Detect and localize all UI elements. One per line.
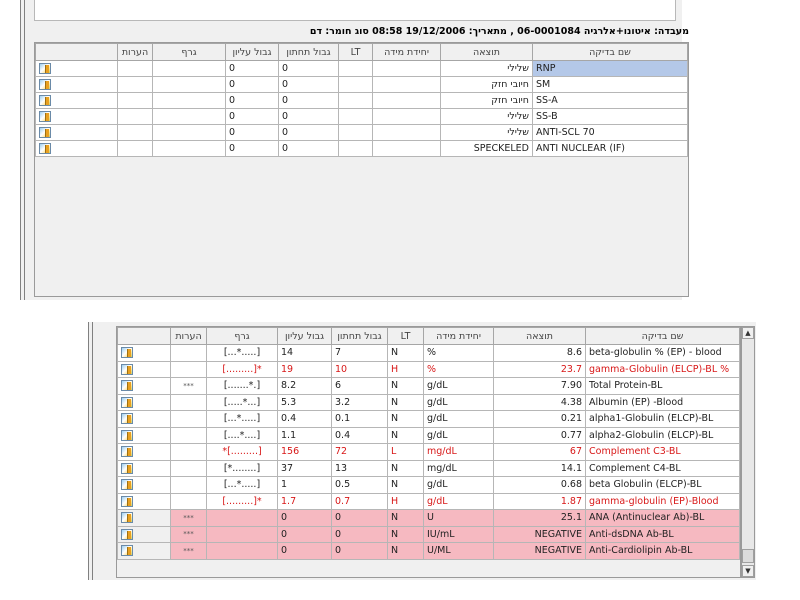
cell-notes[interactable] xyxy=(171,411,207,428)
cell-graph[interactable] xyxy=(153,93,226,109)
cell-notes[interactable] xyxy=(118,61,153,77)
col-header-graph[interactable]: גרף xyxy=(153,44,226,61)
cell-graph[interactable]: [.........]* xyxy=(207,493,278,510)
cell-graph[interactable]: [.......*.] xyxy=(207,378,278,395)
cell-graph[interactable] xyxy=(153,141,226,157)
cell-upper[interactable]: 1 xyxy=(278,477,332,494)
col-header-lt[interactable]: LT xyxy=(339,44,373,61)
scroll-down-button[interactable]: ▼ xyxy=(742,565,754,577)
document-book-icon[interactable] xyxy=(121,397,133,408)
cell-unit[interactable]: U/ML xyxy=(424,543,494,560)
cell-unit[interactable]: % xyxy=(424,361,494,378)
document-book-icon[interactable] xyxy=(121,364,133,375)
col-header-lower[interactable]: גבול תחתון xyxy=(279,44,339,61)
table-row[interactable] xyxy=(118,510,740,527)
cell-result[interactable]: 14.1 xyxy=(494,460,586,477)
panel-border-left-inner xyxy=(92,322,93,580)
table-row[interactable] xyxy=(118,477,740,494)
row-icon-cell[interactable] xyxy=(118,510,171,527)
cell-unit[interactable]: U xyxy=(424,510,494,527)
cell-test-name[interactable]: Complement C4-BL xyxy=(586,460,740,477)
cell-test-name[interactable]: Anti-dsDNA Ab-BL xyxy=(586,526,740,543)
document-book-icon[interactable] xyxy=(121,413,133,424)
col-header-unit[interactable]: יחידת מידה xyxy=(424,328,494,345)
cell-lt[interactable]: N xyxy=(388,543,424,560)
table-row[interactable] xyxy=(118,361,740,378)
cell-unit[interactable] xyxy=(373,77,441,93)
cell-result[interactable]: חיובי חזק xyxy=(441,93,533,109)
table-row[interactable] xyxy=(118,345,740,362)
top-text-field[interactable] xyxy=(34,0,676,21)
table-row[interactable] xyxy=(36,61,688,77)
cell-test-name[interactable]: Complement C3-BL xyxy=(586,444,740,461)
cell-upper[interactable]: 1.1 xyxy=(278,427,332,444)
cell-lower[interactable]: 0.7 xyxy=(332,493,388,510)
results-grid-1 xyxy=(34,42,689,297)
cell-test-name[interactable]: beta Globulin (ELCP)-BL xyxy=(586,477,740,494)
row-icon-cell[interactable] xyxy=(118,345,171,362)
panel-border-left xyxy=(20,0,21,300)
cell-upper[interactable]: 0 xyxy=(226,61,279,77)
row-icon-cell[interactable] xyxy=(36,93,118,109)
cell-notes[interactable] xyxy=(171,427,207,444)
row-icon-cell[interactable] xyxy=(118,394,171,411)
cell-result[interactable]: 1.87 xyxy=(494,493,586,510)
cell-unit[interactable]: g/dL xyxy=(424,378,494,395)
cell-unit[interactable]: mg/dL xyxy=(424,460,494,477)
cell-unit[interactable]: % xyxy=(424,345,494,362)
cell-test-name[interactable]: ANA (Antinuclear Ab)-BL xyxy=(586,510,740,527)
cell-upper[interactable]: 0 xyxy=(226,141,279,157)
document-book-icon[interactable] xyxy=(121,496,133,507)
cell-lower[interactable]: 0.5 xyxy=(332,477,388,494)
row-icon-cell[interactable] xyxy=(118,460,171,477)
cell-upper[interactable]: 0 xyxy=(226,109,279,125)
table-row[interactable] xyxy=(36,109,688,125)
cell-graph[interactable]: [.....*...] xyxy=(207,394,278,411)
document-book-icon[interactable] xyxy=(39,127,51,138)
cell-lt[interactable]: N xyxy=(388,394,424,411)
cell-upper[interactable]: 14 xyxy=(278,345,332,362)
cell-graph[interactable]: [...*.....] xyxy=(207,477,278,494)
cell-upper[interactable]: 8.2 xyxy=(278,378,332,395)
cell-lt[interactable]: N xyxy=(388,378,424,395)
cell-test-name[interactable]: Total Protein-BL xyxy=(586,378,740,395)
table-row[interactable] xyxy=(36,93,688,109)
document-book-icon[interactable] xyxy=(121,479,133,490)
cell-graph[interactable] xyxy=(207,510,278,527)
col-header-upper[interactable]: גבול עליון xyxy=(226,44,279,61)
col-header-lt[interactable]: LT xyxy=(388,328,424,345)
cell-graph[interactable]: [....*....] xyxy=(207,427,278,444)
cell-test-name[interactable]: RNP xyxy=(533,61,688,77)
document-book-icon[interactable] xyxy=(121,347,133,358)
header-row xyxy=(36,44,688,61)
row-icon-cell[interactable] xyxy=(36,141,118,157)
cell-notes[interactable] xyxy=(171,361,207,378)
header-row xyxy=(118,328,740,345)
cell-lt[interactable] xyxy=(339,61,373,77)
cell-test-name[interactable]: SS-A xyxy=(533,93,688,109)
document-book-icon[interactable] xyxy=(121,463,133,474)
cell-graph[interactable] xyxy=(207,543,278,560)
row-icon-cell[interactable] xyxy=(118,411,171,428)
cell-notes[interactable]: *** xyxy=(171,378,207,395)
row-icon-cell[interactable] xyxy=(118,477,171,494)
cell-lower[interactable]: 0 xyxy=(279,77,339,93)
document-book-icon[interactable] xyxy=(121,545,133,556)
cell-test-name[interactable]: SS-B xyxy=(533,109,688,125)
cell-lt[interactable]: N xyxy=(388,477,424,494)
cell-lower[interactable]: 0 xyxy=(279,125,339,141)
col-header-unit[interactable]: יחידת מידה xyxy=(373,44,441,61)
cell-upper[interactable]: 156 xyxy=(278,444,332,461)
cell-notes[interactable] xyxy=(171,493,207,510)
col-header-lower[interactable]: גבול תחתון xyxy=(332,328,388,345)
cell-test-name[interactable]: beta-globulin % (EP) - blood xyxy=(586,345,740,362)
row-icon-cell[interactable] xyxy=(118,361,171,378)
cell-test-name[interactable]: gamma-Globulin (ELCP)-BL % xyxy=(586,361,740,378)
cell-lower[interactable]: 0 xyxy=(279,141,339,157)
document-book-icon[interactable] xyxy=(121,380,133,391)
row-icon-cell[interactable] xyxy=(36,77,118,93)
cell-lower[interactable]: 0 xyxy=(279,93,339,109)
cell-test-name[interactable]: ANTI-SCL 70 xyxy=(533,125,688,141)
row-icon-cell[interactable] xyxy=(36,125,118,141)
cell-unit[interactable]: g/dL xyxy=(424,411,494,428)
cell-notes[interactable] xyxy=(118,125,153,141)
col-header-upper[interactable]: גבול עליון xyxy=(278,328,332,345)
cell-graph[interactable] xyxy=(153,77,226,93)
cell-result[interactable]: שלילי xyxy=(441,61,533,77)
cell-graph[interactable]: *[.........] xyxy=(207,444,278,461)
cell-test-name[interactable]: gamma-globulin (EP)-Blood xyxy=(586,493,740,510)
cell-unit[interactable] xyxy=(373,141,441,157)
cell-lt[interactable] xyxy=(339,125,373,141)
cell-lt[interactable] xyxy=(339,141,373,157)
col-header-test-name[interactable]: שם בדיקה xyxy=(586,328,740,345)
cell-upper[interactable]: 1.7 xyxy=(278,493,332,510)
cell-unit[interactable]: g/dL xyxy=(424,477,494,494)
cell-test-name[interactable]: alpha2-Globulin (ELCP)-BL xyxy=(586,427,740,444)
row-icon-cell[interactable] xyxy=(118,444,171,461)
col-header-result[interactable]: תוצאה xyxy=(441,44,533,61)
cell-lt[interactable]: N xyxy=(388,427,424,444)
table-row[interactable] xyxy=(36,77,688,93)
cell-graph[interactable] xyxy=(153,61,226,77)
cell-notes[interactable] xyxy=(171,394,207,411)
row-icon-cell[interactable] xyxy=(118,493,171,510)
cell-notes[interactable] xyxy=(118,93,153,109)
panel-border-left xyxy=(88,322,89,580)
table-row[interactable] xyxy=(36,141,688,157)
cell-test-name[interactable]: ANTI NUCLEAR (IF) xyxy=(533,141,688,157)
cell-lower[interactable]: 0.4 xyxy=(332,427,388,444)
cell-upper[interactable]: 19 xyxy=(278,361,332,378)
cell-notes[interactable] xyxy=(118,77,153,93)
cell-notes[interactable] xyxy=(171,345,207,362)
cell-result[interactable]: 8.6 xyxy=(494,345,586,362)
results-grid-2 xyxy=(116,326,741,578)
table-row[interactable] xyxy=(118,394,740,411)
cell-test-name[interactable]: alpha1-Globulin (ELCP)-BL xyxy=(586,411,740,428)
col-header-result[interactable]: תוצאה xyxy=(494,328,586,345)
cell-lt[interactable]: N xyxy=(388,345,424,362)
cell-unit[interactable]: g/dL xyxy=(424,427,494,444)
cell-lower[interactable]: 72 xyxy=(332,444,388,461)
table-row[interactable] xyxy=(118,493,740,510)
cell-upper[interactable]: 0 xyxy=(226,77,279,93)
cell-unit[interactable]: g/dL xyxy=(424,394,494,411)
col-header-test-name[interactable]: שם בדיקה xyxy=(533,44,688,61)
document-book-icon[interactable] xyxy=(39,79,51,90)
cell-result[interactable]: חיובי חזק xyxy=(441,77,533,93)
cell-test-name[interactable]: Anti-Cardiolipin Ab-BL xyxy=(586,543,740,560)
cell-lt[interactable]: N xyxy=(388,411,424,428)
row-icon-cell[interactable] xyxy=(118,378,171,395)
cell-lower[interactable]: 0 xyxy=(279,61,339,77)
lab-header: מעבדה: איטונו+אלרגיה 06-0001084 , מתאריך: 19/12/2006 08:58 סוג חומר: דם xyxy=(309,26,689,37)
document-book-icon[interactable] xyxy=(121,430,133,441)
cell-lt[interactable]: H xyxy=(388,361,424,378)
cell-result[interactable]: 0.21 xyxy=(494,411,586,428)
cell-graph[interactable] xyxy=(207,526,278,543)
cell-lower[interactable]: 0 xyxy=(279,109,339,125)
cell-upper[interactable]: 0 xyxy=(226,125,279,141)
cell-lt[interactable]: L xyxy=(388,444,424,461)
cell-graph[interactable]: [.........]* xyxy=(207,361,278,378)
cell-notes[interactable] xyxy=(118,109,153,125)
cell-result[interactable]: 0.77 xyxy=(494,427,586,444)
cell-graph[interactable]: [...*.....] xyxy=(207,411,278,428)
lab-results-panel-2 xyxy=(88,322,756,580)
cell-lt[interactable] xyxy=(339,77,373,93)
cell-lower[interactable]: 6 xyxy=(332,378,388,395)
cell-graph[interactable] xyxy=(153,125,226,141)
document-book-icon[interactable] xyxy=(121,446,133,457)
cell-result[interactable]: NEGATIVE xyxy=(494,543,586,560)
cell-unit[interactable] xyxy=(373,109,441,125)
table-row[interactable] xyxy=(118,460,740,477)
scroll-up-button[interactable]: ▲ xyxy=(742,327,754,339)
table-row[interactable] xyxy=(118,427,740,444)
cell-unit[interactable]: mg/dL xyxy=(424,444,494,461)
row-icon-cell[interactable] xyxy=(118,543,171,560)
col-header-graph[interactable]: גרף xyxy=(207,328,278,345)
cell-lt[interactable] xyxy=(339,109,373,125)
document-book-icon[interactable] xyxy=(39,143,51,154)
cell-lower[interactable]: 0.1 xyxy=(332,411,388,428)
cell-lower[interactable]: 0 xyxy=(332,510,388,527)
table-row[interactable] xyxy=(36,125,688,141)
cell-test-name[interactable]: Albumin (EP) -Blood xyxy=(586,394,740,411)
cell-upper[interactable]: 5.3 xyxy=(278,394,332,411)
cell-result[interactable]: SPECKELED xyxy=(441,141,533,157)
row-icon-cell[interactable] xyxy=(36,61,118,77)
cell-lt[interactable]: N xyxy=(388,526,424,543)
lab-results-panel-1 xyxy=(20,0,689,300)
cell-lower[interactable]: 3.2 xyxy=(332,394,388,411)
table-row[interactable] xyxy=(118,543,740,560)
cell-unit[interactable] xyxy=(373,61,441,77)
cell-lower[interactable]: 0 xyxy=(332,543,388,560)
cell-upper[interactable]: 37 xyxy=(278,460,332,477)
cell-result[interactable]: 23.7 xyxy=(494,361,586,378)
cell-notes[interactable]: *** xyxy=(171,510,207,527)
cell-upper[interactable]: 0 xyxy=(226,93,279,109)
cell-graph[interactable] xyxy=(153,109,226,125)
cell-notes[interactable] xyxy=(171,444,207,461)
col-header-notes[interactable]: הערות xyxy=(118,44,153,61)
cell-lower[interactable]: 7 xyxy=(332,345,388,362)
cell-lower[interactable]: 0 xyxy=(332,526,388,543)
document-book-icon[interactable] xyxy=(39,95,51,106)
cell-result[interactable]: 25.1 xyxy=(494,510,586,527)
cell-result[interactable]: 7.90 xyxy=(494,378,586,395)
table-row[interactable] xyxy=(118,411,740,428)
table-row[interactable] xyxy=(118,378,740,395)
cell-result[interactable]: 0.68 xyxy=(494,477,586,494)
document-book-icon[interactable] xyxy=(39,111,51,122)
scroll-thumb[interactable] xyxy=(742,549,754,563)
cell-lt[interactable]: N xyxy=(388,510,424,527)
cell-upper[interactable]: 0 xyxy=(278,510,332,527)
cell-lt[interactable]: N xyxy=(388,460,424,477)
cell-lt[interactable]: H xyxy=(388,493,424,510)
col-header-notes[interactable]: הערות xyxy=(171,328,207,345)
cell-unit[interactable] xyxy=(373,125,441,141)
cell-lower[interactable]: 10 xyxy=(332,361,388,378)
cell-notes[interactable] xyxy=(171,477,207,494)
cell-result[interactable]: שלילי xyxy=(441,109,533,125)
col-header-icon xyxy=(36,44,118,61)
cell-result[interactable]: NEGATIVE xyxy=(494,526,586,543)
row-icon-cell[interactable] xyxy=(118,526,171,543)
cell-result[interactable]: 67 xyxy=(494,444,586,461)
cell-notes[interactable] xyxy=(171,460,207,477)
cell-unit[interactable]: g/dL xyxy=(424,493,494,510)
results-table-2 xyxy=(117,327,740,560)
table-row[interactable] xyxy=(118,526,740,543)
cell-notes[interactable]: *** xyxy=(171,526,207,543)
cell-result[interactable]: שלילי xyxy=(441,125,533,141)
cell-upper[interactable]: 0.4 xyxy=(278,411,332,428)
table-row[interactable] xyxy=(118,444,740,461)
col-header-icon xyxy=(118,328,171,345)
panel-border-left-inner xyxy=(24,0,25,300)
cell-lt[interactable] xyxy=(339,93,373,109)
cell-lower[interactable]: 13 xyxy=(332,460,388,477)
cell-notes[interactable] xyxy=(118,141,153,157)
document-book-icon[interactable] xyxy=(121,512,133,523)
cell-unit[interactable] xyxy=(373,93,441,109)
cell-notes[interactable]: *** xyxy=(171,543,207,560)
document-book-icon[interactable] xyxy=(39,63,51,74)
cell-upper[interactable]: 0 xyxy=(278,543,332,560)
cell-graph[interactable]: [*........] xyxy=(207,460,278,477)
cell-unit[interactable]: IU/mL xyxy=(424,526,494,543)
cell-graph[interactable]: [...*.....] xyxy=(207,345,278,362)
row-icon-cell[interactable] xyxy=(118,427,171,444)
cell-test-name[interactable]: SM xyxy=(533,77,688,93)
cell-upper[interactable]: 0 xyxy=(278,526,332,543)
vertical-scrollbar[interactable] xyxy=(741,326,755,578)
row-icon-cell[interactable] xyxy=(36,109,118,125)
document-book-icon[interactable] xyxy=(121,529,133,540)
results-table-1 xyxy=(35,43,688,157)
cell-result[interactable]: 4.38 xyxy=(494,394,586,411)
